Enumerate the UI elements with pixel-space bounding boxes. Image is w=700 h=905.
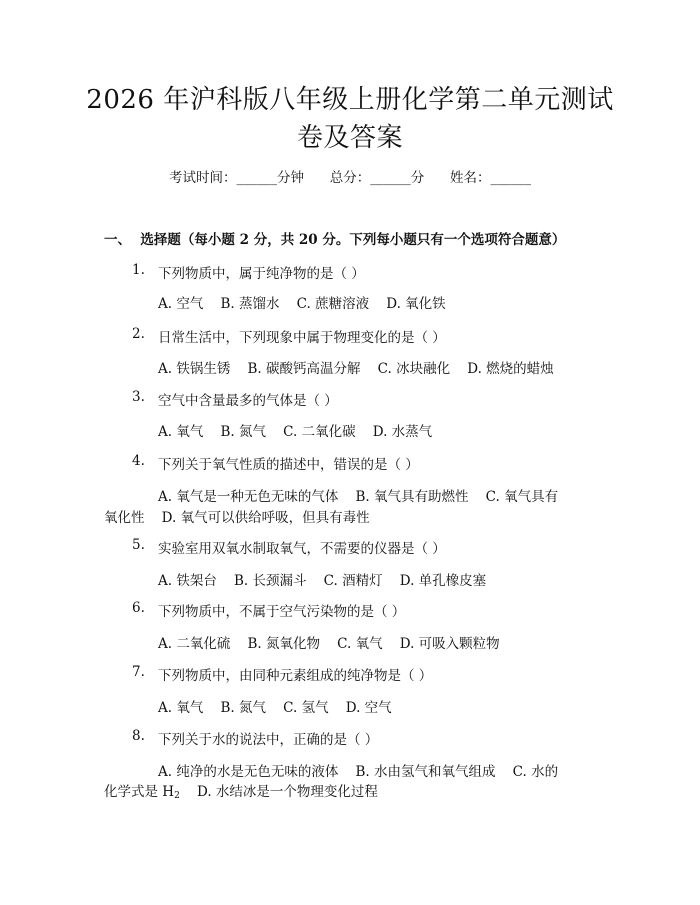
question-6-options: A. 二氧化硫 B. 氮氧化物 C. 氧气 D. 可吸入颗粒物 bbox=[158, 636, 500, 652]
section-heading: 一、 选择题（每小题 2 分，共 20 分。下列每小题只有一个选项符合题意） bbox=[104, 232, 566, 248]
question-number: 6. bbox=[132, 600, 145, 616]
question-number: 5. bbox=[132, 537, 145, 553]
question-7-options: A. 氧气 B. 氮气 C. 氢气 D. 空气 bbox=[158, 700, 392, 716]
page-title-line-1: 2026 年沪科版八年级上册化学第二单元测试 bbox=[86, 85, 614, 115]
question-text: 下列物质中，由同种元素组成的纯净物是（ ） bbox=[158, 668, 433, 684]
question-8-options-wrap bbox=[104, 780, 378, 801]
question-2-options: A. 铁锅生锈 B. 碳酸钙高温分解 C. 冰块融化 D. 燃烧的蜡烛 bbox=[158, 361, 554, 377]
question-text: 下列物质中，属于纯净物的是（ ） bbox=[158, 266, 365, 282]
question-number: 1. bbox=[132, 262, 145, 278]
question-text: 下列关于氧气性质的描述中，错误的是（ ） bbox=[158, 457, 419, 473]
question-text: 下列物质中，不属于空气污染物的是（ ） bbox=[158, 604, 406, 620]
wrap-text-a: 化学式是 H bbox=[104, 784, 175, 800]
question-text: 实验室用双氧水制取氧气，不需要的仪器是（ ） bbox=[158, 541, 446, 557]
question-number: 7. bbox=[132, 664, 145, 680]
question-text: 日常生活中，下列现象中属于物理变化的是（ ） bbox=[158, 330, 446, 346]
question-4-options: A. 氧气是一种无色无味的气体 B. 氧气具有助燃性 C. 氧气具有 bbox=[158, 489, 559, 505]
question-5-options: A. 铁架台 B. 长颈漏斗 C. 酒精灯 D. 单孔橡皮塞 bbox=[158, 573, 487, 589]
question-4-options-wrap: 氧化性 D. 氧气可以供给呼吸，但具有毒性 bbox=[104, 510, 370, 526]
page-title-line-2: 卷及答案 bbox=[296, 123, 403, 153]
question-number: 2. bbox=[132, 326, 145, 342]
question-number: 8. bbox=[132, 728, 145, 744]
question-text: 下列关于水的说法中，正确的是（ ） bbox=[158, 732, 379, 748]
question-8-options: A. 纯净的水是无色无味的液体 B. 水由氢气和氧气组成 C. 水的 bbox=[158, 764, 559, 780]
question-3-options: A. 氧气 B. 氮气 C. 二氧化碳 D. 水蒸气 bbox=[158, 424, 433, 440]
question-number: 4. bbox=[132, 453, 145, 469]
wrap-text-b: D. 水结冰是一个物理变化过程 bbox=[179, 784, 378, 800]
subscript: 2 bbox=[174, 791, 180, 801]
exam-info: 考试时间：______分钟 总分：______分 姓名：______ bbox=[169, 170, 531, 186]
question-1-options: A. 空气 B. 蒸馏水 C. 蔗糖溶液 D. 氧化铁 bbox=[158, 296, 446, 312]
question-text: 空气中含量最多的气体是（ ） bbox=[158, 393, 338, 409]
question-number: 3. bbox=[132, 389, 145, 405]
